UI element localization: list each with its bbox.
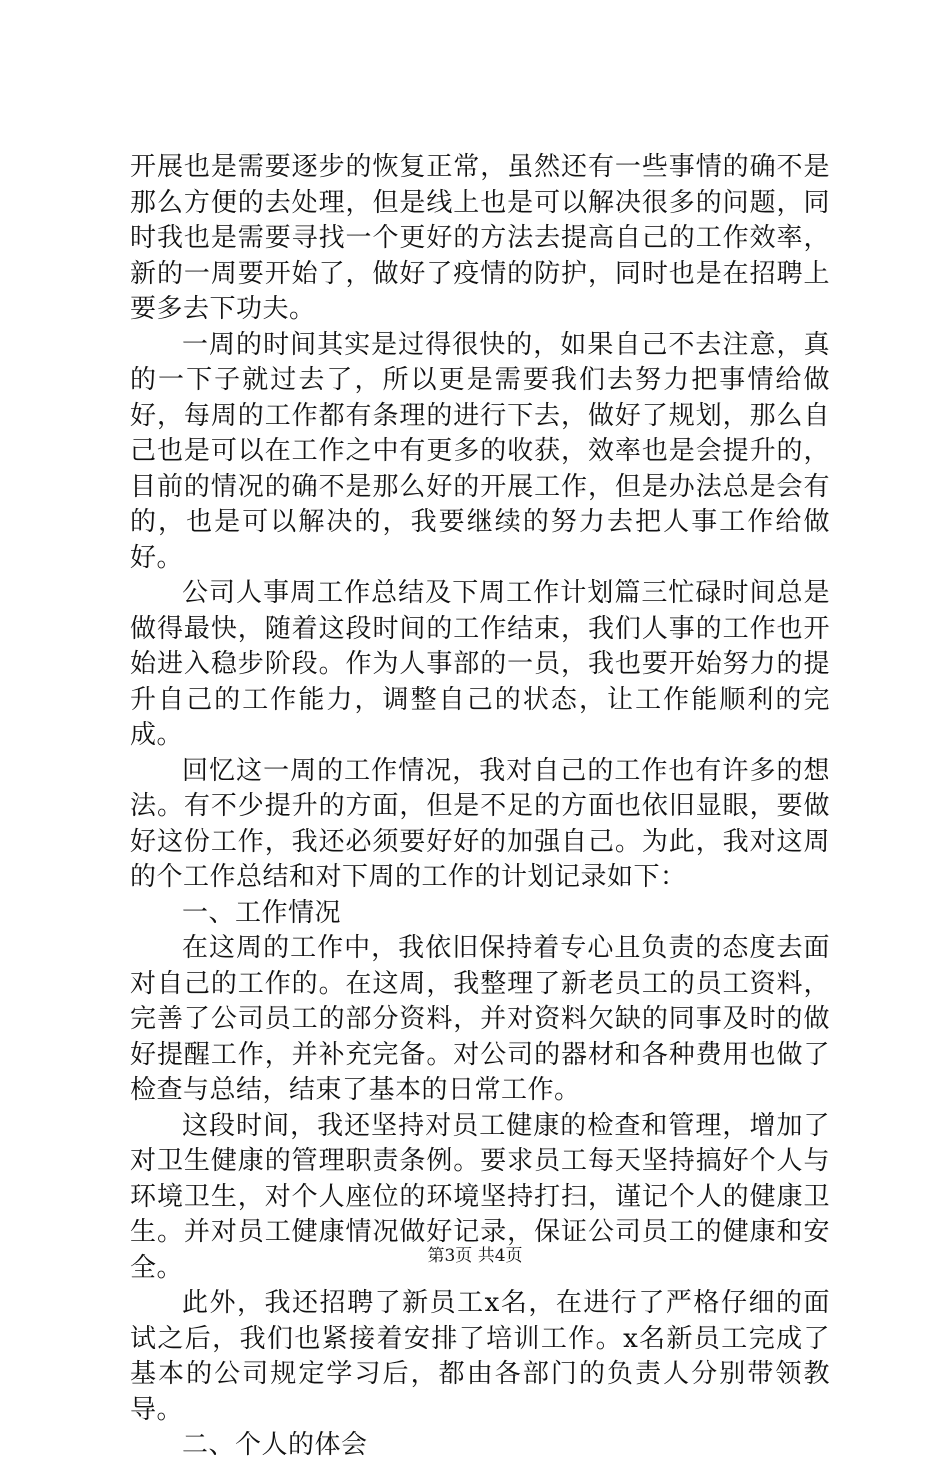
- section-heading: 一、工作情况: [182, 897, 342, 928]
- document-body: [130, 150, 830, 1464]
- paragraph: 回忆这一周的工作情况，我对自己的工作也有许多的想法。有不少提升的方面，但是不足的方面也依旧显眼，要做好这份工作，我还必须要好好的加强自己。为此，我对这周的个工作总结和对下周的工作的计划记录如下：: [130, 755, 830, 892]
- paragraph: 公司人事周工作总结及下周工作计划篇三忙碌时间总是做得最快，随着这段时间的工作结束，我们人事的工作也开始进入稳步阶段。作为人事部的一员，我也要开始努力的提升自己的工作能力，调整自己的状态，让工作能顺利的完成。: [130, 578, 830, 750]
- paragraph: 此外，我还招聘了新员工x名，在进行了严格仔细的面试之后，我们也紧接着安排了培训工作。x名新员工完成了基本的公司规定学习后，都由各部门的负责人分别带领教导。: [130, 1288, 830, 1425]
- paragraph: 在这周的工作中，我依旧保持着专心且负责的态度去面对自己的工作的。在这周，我整理了新老员工的员工资料，完善了公司员工的部分资料，并对资料欠缺的同事及时的做好提醒工作，并补充完备。对公司的器材和各种费用也做了检查与总结，结束了基本的日常工作。: [130, 933, 830, 1105]
- paragraph: 这段时间，我还坚持对员工健康的检查和管理，增加了对卫生健康的管理职责条例。要求员工每天坚持搞好个人与环境卫生，对个人座位的环境坚持打扫，谨记个人的健康卫生。并对员工健康情况做好记录，保证公司员工的健康和安全。: [130, 1110, 830, 1283]
- paragraph-continuation: 开展也是需要逐步的恢复正常，虽然还有一些事情的确不是那么方便的去处理，但是线上也是可以解决很多的问题，同时我也是需要寻找一个更好的方法去提高自己的工作效率，新的一周要开始了，做好了疫情的防护，同时也是在招聘上要多去下功夫。: [130, 152, 830, 324]
- page-number-footer: 第3页 共4页: [427, 1246, 523, 1266]
- section-heading: 二、个人的体会: [182, 1430, 368, 1460]
- paragraph: 一周的时间其实是过得很快的，如果自己不去注意，真的一下子就过去了，所以更是需要我们去努力把事情给做好，每周的工作都有条理的进行下去，做好了规划，那么自己也是可以在工作之中有更多的收获，效率也是会提升的，目前的情况的确不是那么好的开展工作，但是办法总是会有的，也是可以解决的，我要继续的努力去把人事工作给做好。: [130, 329, 830, 573]
